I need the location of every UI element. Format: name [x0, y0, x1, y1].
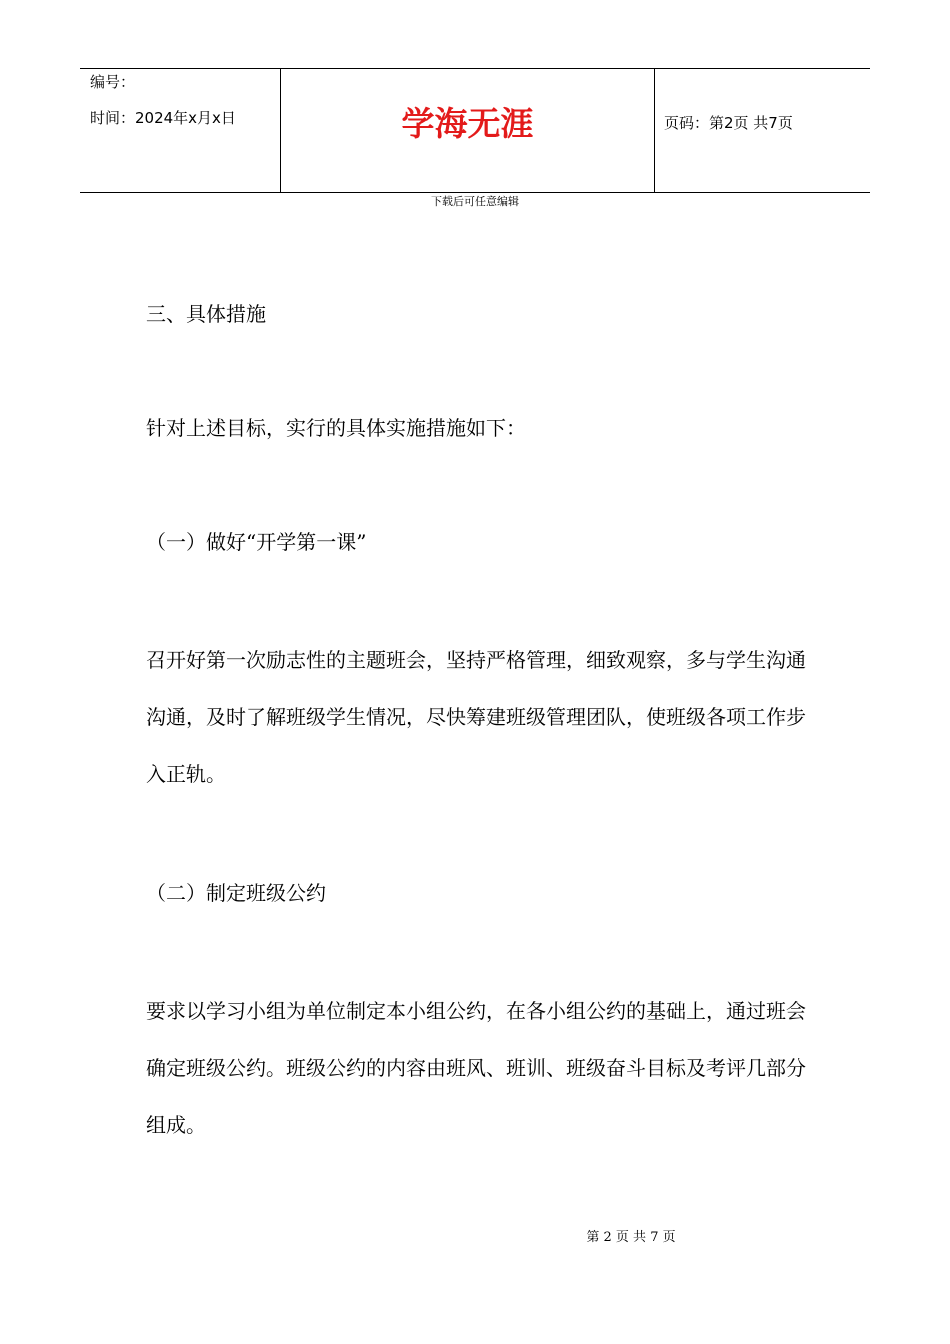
page-indicator: 页码：第2页 共7页 — [664, 114, 793, 132]
edit-note: 下载后可任意编辑 — [431, 195, 519, 208]
section-heading: 三、具体措施 — [146, 302, 266, 326]
subsection-heading-2: （二）制定班级公约 — [146, 881, 326, 905]
subsection-heading-1: （一）做好“开学第一课” — [146, 530, 367, 554]
page-footer: 第 2 页 共 7 页 — [586, 1230, 676, 1245]
header-table — [80, 68, 870, 193]
header-divider — [654, 69, 655, 193]
document-body — [146, 290, 816, 1220]
subsection-body-1: 召开好第一次励志性的主题班会，坚持严格管理，细致观察，多与学生沟通沟通，及时了解班级学生情况，尽快筹建班级管理团队，使班级各项工作步入正轨。 — [146, 648, 806, 786]
brand-title: 学海无涯 — [401, 104, 534, 143]
document-number-label: 编号： — [90, 73, 136, 91]
intro-paragraph: 针对上述目标，实行的具体实施措施如下： — [146, 416, 526, 440]
document-time-label: 时间：2024年x月x日 — [90, 109, 236, 127]
subsection-body-2: 要求以学习小组为单位制定本小组公约，在各小组公约的基础上，通过班会确定班级公约。班级公约的内容由班风、班训、班级奋斗目标及考评几部分组成。 — [146, 999, 806, 1137]
